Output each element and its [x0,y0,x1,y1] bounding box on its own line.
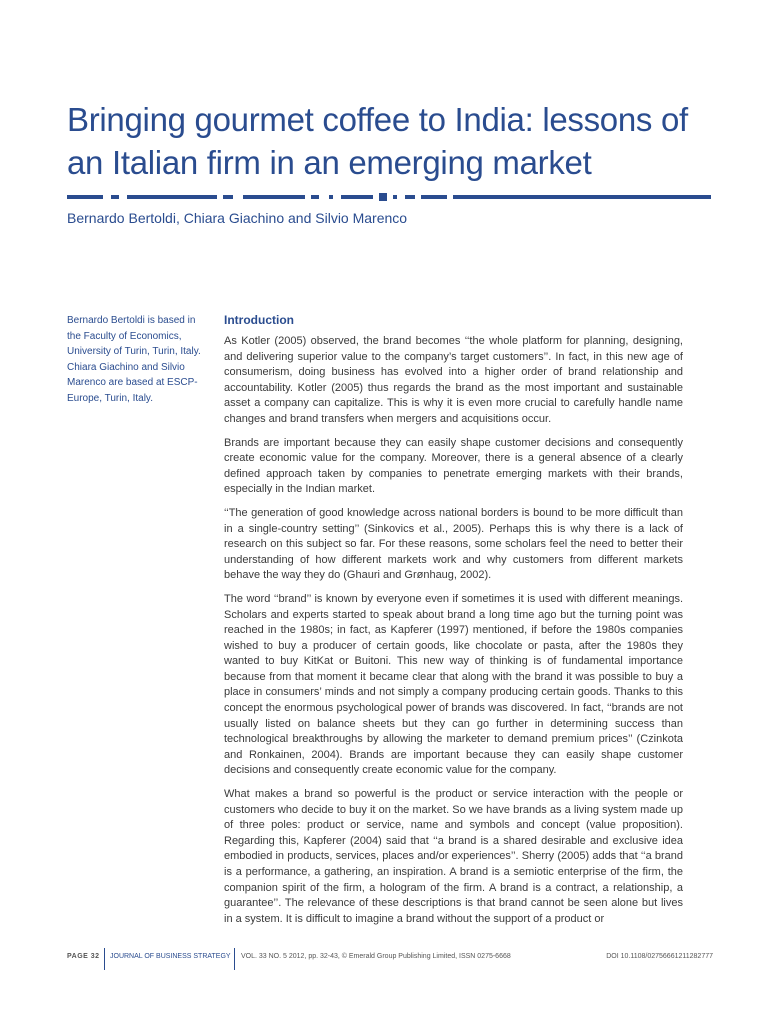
page-number: PAGE 32 [67,953,100,960]
article-authors: Bernardo Bertoldi, Chiara Giachino and Silvio Marenco [67,210,408,226]
citation-info: VOL. 33 NO. 5 2012, pp. 32-43, © Emerald Group Publishing Limited, ISSN 0275-6668 [241,953,511,960]
main-text-column [224,312,683,935]
title-decorative-rule [67,193,711,201]
body-paragraph: The word ‘‘brand’’ is known by everyone even if sometimes it is used with different meanings. Scholars and experts started to speak about brand a long time ago but the turning point was reached in the 1980s; in fact, as Kapferer (1997) mentioned, if before the 1980s companies wished to buy a producer of certain goods, like chocolate or pasta, after the 1980s they wanted to buy KitKat or Buitoni. This new way of thinking is of fundamental importance because from that moment it became clear that along with the brand it was possible to buy a place in consumers’ minds and not simply a company producing certain goods. Thanks to this concept the enormous psychological power of brands was discovered. In fact, ‘‘brands are not usually listed on balance sheets but they can go further in determining success than technological breakthroughs by allowing the marketer to demand premium prices’’ (Czinkota and Ronkainen, 2004). Brands are important because they can easily shape customer decisions and consequently create economic value for the company. [224,592,683,777]
author-affiliation-note: Bernardo Bertoldi is based in the Faculty of Economics, University of Turin, Turin, Italy. Chiara Giachino and Silvio Marenco are based at ESCP-Europe, Turin, Italy. [67,315,201,404]
footer-divider [104,948,105,970]
section-heading: Introduction [224,313,294,327]
doi: DOI 10.1108/02756661211282777 [606,953,713,960]
body-paragraph: What makes a brand so powerful is the product or service interaction with the people or customers who decide to buy it on the market. So we have brands as a living system made up of three poles: product or service, name and symbols and concept (value proposition). Regarding this, Kapferer (2004) said that ‘‘a brand is a shared desirable and exclusive idea embodied in products, services, places and/or experiences’’. Sherry (2005) adds that ‘‘a brand is a performance, a gathering, an inspiration. A brand is a semiotic enterprise of the firm, the companion spirit of the firm, a hologram of the firm. A brand is a contract, a relationship, a guarantee’’. The relevance of these descriptions is that brand cannot be seen alone but lives in a system. It is difficult to imagine a brand without the support of a product or [224,788,683,925]
footer-divider [234,948,235,970]
body-paragraph: Brands are important because they can easily shape customer decisions and consequently create economic value for the company. Moreover, there is a general absence of a clearly defined approach taken by companies to penetrate emerging markets with their brands, especially in the Indian market. [224,436,683,496]
body-paragraph: ‘‘The generation of good knowledge across national borders is bound to be more difficult than in a single-country setting’’ (Sinkovics et al., 2005). Perhaps this is why there is a lack of research on this subject so far. For these reasons, some scholars feel the need to better their understanding of how different markets work and why customers from different markets behave the way they do (Ghauri and Grønhaug, 2002). [224,506,683,582]
body-paragraph: As Kotler (2005) observed, the brand becomes ‘‘the whole platform for planning, designing, and delivering superior value to the company’s target customers’’. In fact, in this new age of consumerism, doing business has evolved into a higher order of brand relationship and accountability. Kotler (2005) thus regards the brand as the most important and sustainable asset a company can capitalize. This is why it is even more crucial to carefully handle name changes and brand transfers when mergers and acquisitions occur. [224,335,683,425]
journal-name: JOURNAL OF BUSINESS STRATEGY [110,953,231,960]
article-title: Bringing gourmet coffee to India: lessons of an Italian firm in an emerging market [67,101,688,181]
